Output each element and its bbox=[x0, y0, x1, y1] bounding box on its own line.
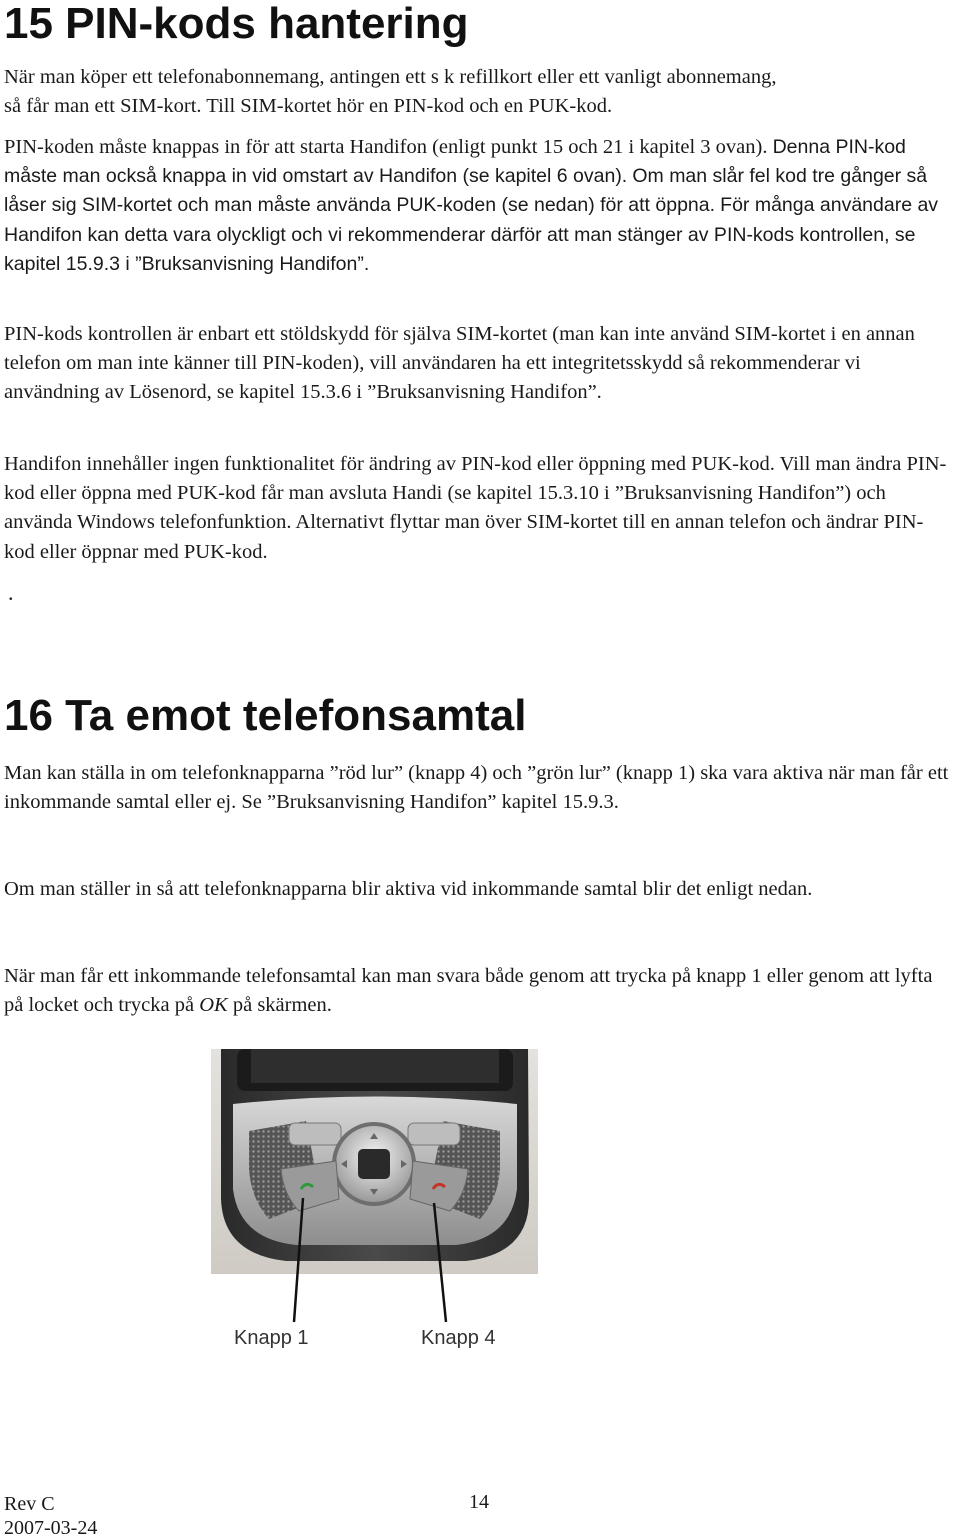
callout-line-knapp-1 bbox=[294, 1198, 303, 1322]
section-16-paragraph-1: Man kan ställa in om telefonknapparna ”röd lur” (knapp 4) och ”grön lur” (knapp 1) ska vara aktiva när man får ett inkommande samtal eller ej. Se ”Bruksanvisning Handifon” kapitel 15.9.3. bbox=[4, 762, 949, 814]
p2-segment-a: PIN-koden måste knappas in för att starta Handifon (enligt punkt 15 och 21 i kapitel 3 ovan). bbox=[4, 136, 768, 158]
stray-period: . bbox=[8, 580, 14, 605]
section-16-paragraph-2: Om man ställer in så att telefonknapparna blir aktiva vid inkommande samtal blir det enligt nedan. bbox=[4, 878, 813, 900]
label-knapp-1: Knapp 1 bbox=[234, 1327, 309, 1349]
p1-line-2: så får man ett SIM-kort. Till SIM-kortet hör en PIN-kod och en PUK-kod. bbox=[4, 95, 613, 118]
p2-segment-b: Denna PIN-kod måste man också knappa in vid omstart av Handifon (se kapitel 6 ovan). bbox=[4, 136, 906, 188]
section-15-heading: 15 PIN-kods hantering bbox=[4, 0, 469, 48]
p3-text-after: på skärmen. bbox=[227, 994, 332, 1017]
section-15-paragraph-3: PIN-kods kontrollen är enbart ett stöldskydd för själva SIM-kortet (man kan inte använd SIM-kortet i en annan telefon om man inte känner till PIN-koden), vill användaren ha ett integritetsskydd så rekommenderar vi användning av Lösenord, se kapitel 15.3.6 i ”Bruksanvisning Handifon”. bbox=[4, 323, 915, 404]
p3-text-before: När man får ett inkommande telefonsamtal kan man svara både genom att trycka på knapp 1 eller genom att lyfta på locket och trycka på bbox=[4, 965, 933, 1017]
p2-segment-d: För många användare av Handifon kan detta vara olyckligt och vi rekommenderar därför att man stänger av PIN-kods kontrollen, se kapitel 15.9.3 i ”Bruksanvisning Handifon”. bbox=[4, 194, 939, 275]
p1-line-1: När man köper ett telefonabonnemang, antingen ett s k refillkort eller ett vanligt abonnemang, bbox=[4, 66, 777, 88]
section-16-heading: 16 Ta emot telefonsamtal bbox=[4, 691, 527, 740]
label-knapp-4: Knapp 4 bbox=[421, 1327, 496, 1349]
p2-segment-c: Om man slår fel kod tre gånger så låser sig SIM-kortet och man måste använda PUK-koden (se nedan) för att öppna. bbox=[4, 165, 928, 217]
footer-page-number: 14 bbox=[469, 1491, 489, 1513]
ok-emphasis: OK bbox=[199, 994, 228, 1017]
callout-line-knapp-4 bbox=[434, 1203, 446, 1322]
footer-date: 2007-03-24 bbox=[4, 1517, 98, 1539]
footer-revision: Rev C bbox=[4, 1493, 55, 1515]
section-15-paragraph-4: Handifon innehåller ingen funktionalitet för ändring av PIN-kod eller öppning med PUK-kod. Vill man ändra PIN-kod eller öppna med PUK-kod får man avsluta Handi (se kapitel 15.3.10 i ”Bruksanvisning Handifon”) och använda Windows telefonfunktion. Alternativt flyttar man över SIM-kortet till en annan telefon och ändrar PIN-kod eller öppnar med PUK-kod. bbox=[4, 453, 947, 563]
